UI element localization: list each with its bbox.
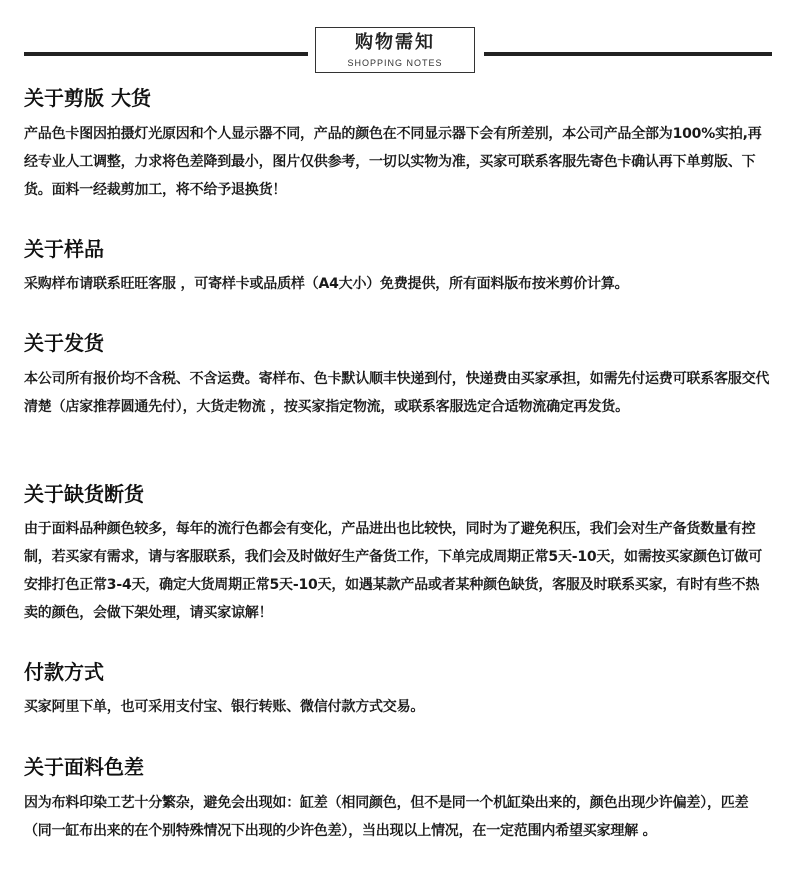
- header-rule-left: [24, 52, 308, 56]
- section-cutting-bulk: [24, 85, 770, 215]
- page-subtitle: SHOPPING NOTES: [347, 58, 443, 68]
- section-text: 产品色卡图因拍摄灯光原因和个人显示器不同，产品的颜色在不同显示器下会有所差别，本公司产品全部为100%实拍,再经专业人工调整，力求将色差降到最小，图片仅供参考，一切以实物为准，买家可联系客服先寄色卡确认再下单剪版、下货。面料一经裁剪加工，将不给予退换货！: [24, 126, 762, 198]
- section-heading: 关于样品: [24, 237, 104, 261]
- section-samples: [24, 236, 770, 306]
- section-payment: [24, 659, 770, 729]
- section-shipping: [24, 330, 770, 455]
- section-color-difference: [24, 754, 770, 874]
- section-text: 买家阿里下单，也可采用支付宝、银行转账、微信付款方式交易。: [24, 699, 425, 715]
- section-text: 本公司所有报价均不含税、不含运费。寄样布、色卡默认顺丰快递到付，快递费由买家承担，如需先付运费可联系客服交代清楚（店家推荐圆通先付），大货走物流 ，按买家指定物流，或联系客服选定合适物流确定再发货。: [24, 371, 770, 415]
- header-title-box: [315, 27, 475, 73]
- section-text: 采购样布请联系旺旺客服 ，可寄样卡或品质样（A4大小）免费提供，所有面料版布按米剪价计算。: [24, 276, 629, 292]
- section-heading: 关于面料色差: [24, 755, 144, 779]
- section-heading: 关于缺货断货: [24, 482, 144, 506]
- page-title: 购物需知: [355, 32, 435, 53]
- section-heading: 关于剪版 大货: [24, 86, 151, 110]
- page-header: [0, 0, 790, 80]
- section-text: 因为布料印染工艺十分繁杂，避免会出现如：缸差（相同颜色，但不是同一个机缸染出来的，颜色出现少许偏差），匹差（同一缸布出来的在个别特殊情况下出现的少许色差），当出现以上情况，在一定范围内希望买家理解 。: [24, 795, 749, 839]
- header-rule-right: [484, 52, 772, 56]
- section-out-of-stock: [24, 481, 770, 636]
- section-heading: 付款方式: [24, 660, 104, 684]
- section-text: 由于面料品种颜色较多，每年的流行色都会有变化，产品进出也比较快，同时为了避免积压，我们会对生产备货数量有控制，若买家有需求，请与客服联系，我们会及时做好生产备货工作，下单完成周期正常5天-10天，如需按买家颜色订做可安排打色正常3-4天，确定大货周期正常5天-10天，如遇某款产品或者某种颜色缺货，客服及时联系买家，有时有些不热卖的颜色，会做下架处理，请买家谅解！: [24, 521, 763, 621]
- section-heading: 关于发货: [24, 331, 104, 355]
